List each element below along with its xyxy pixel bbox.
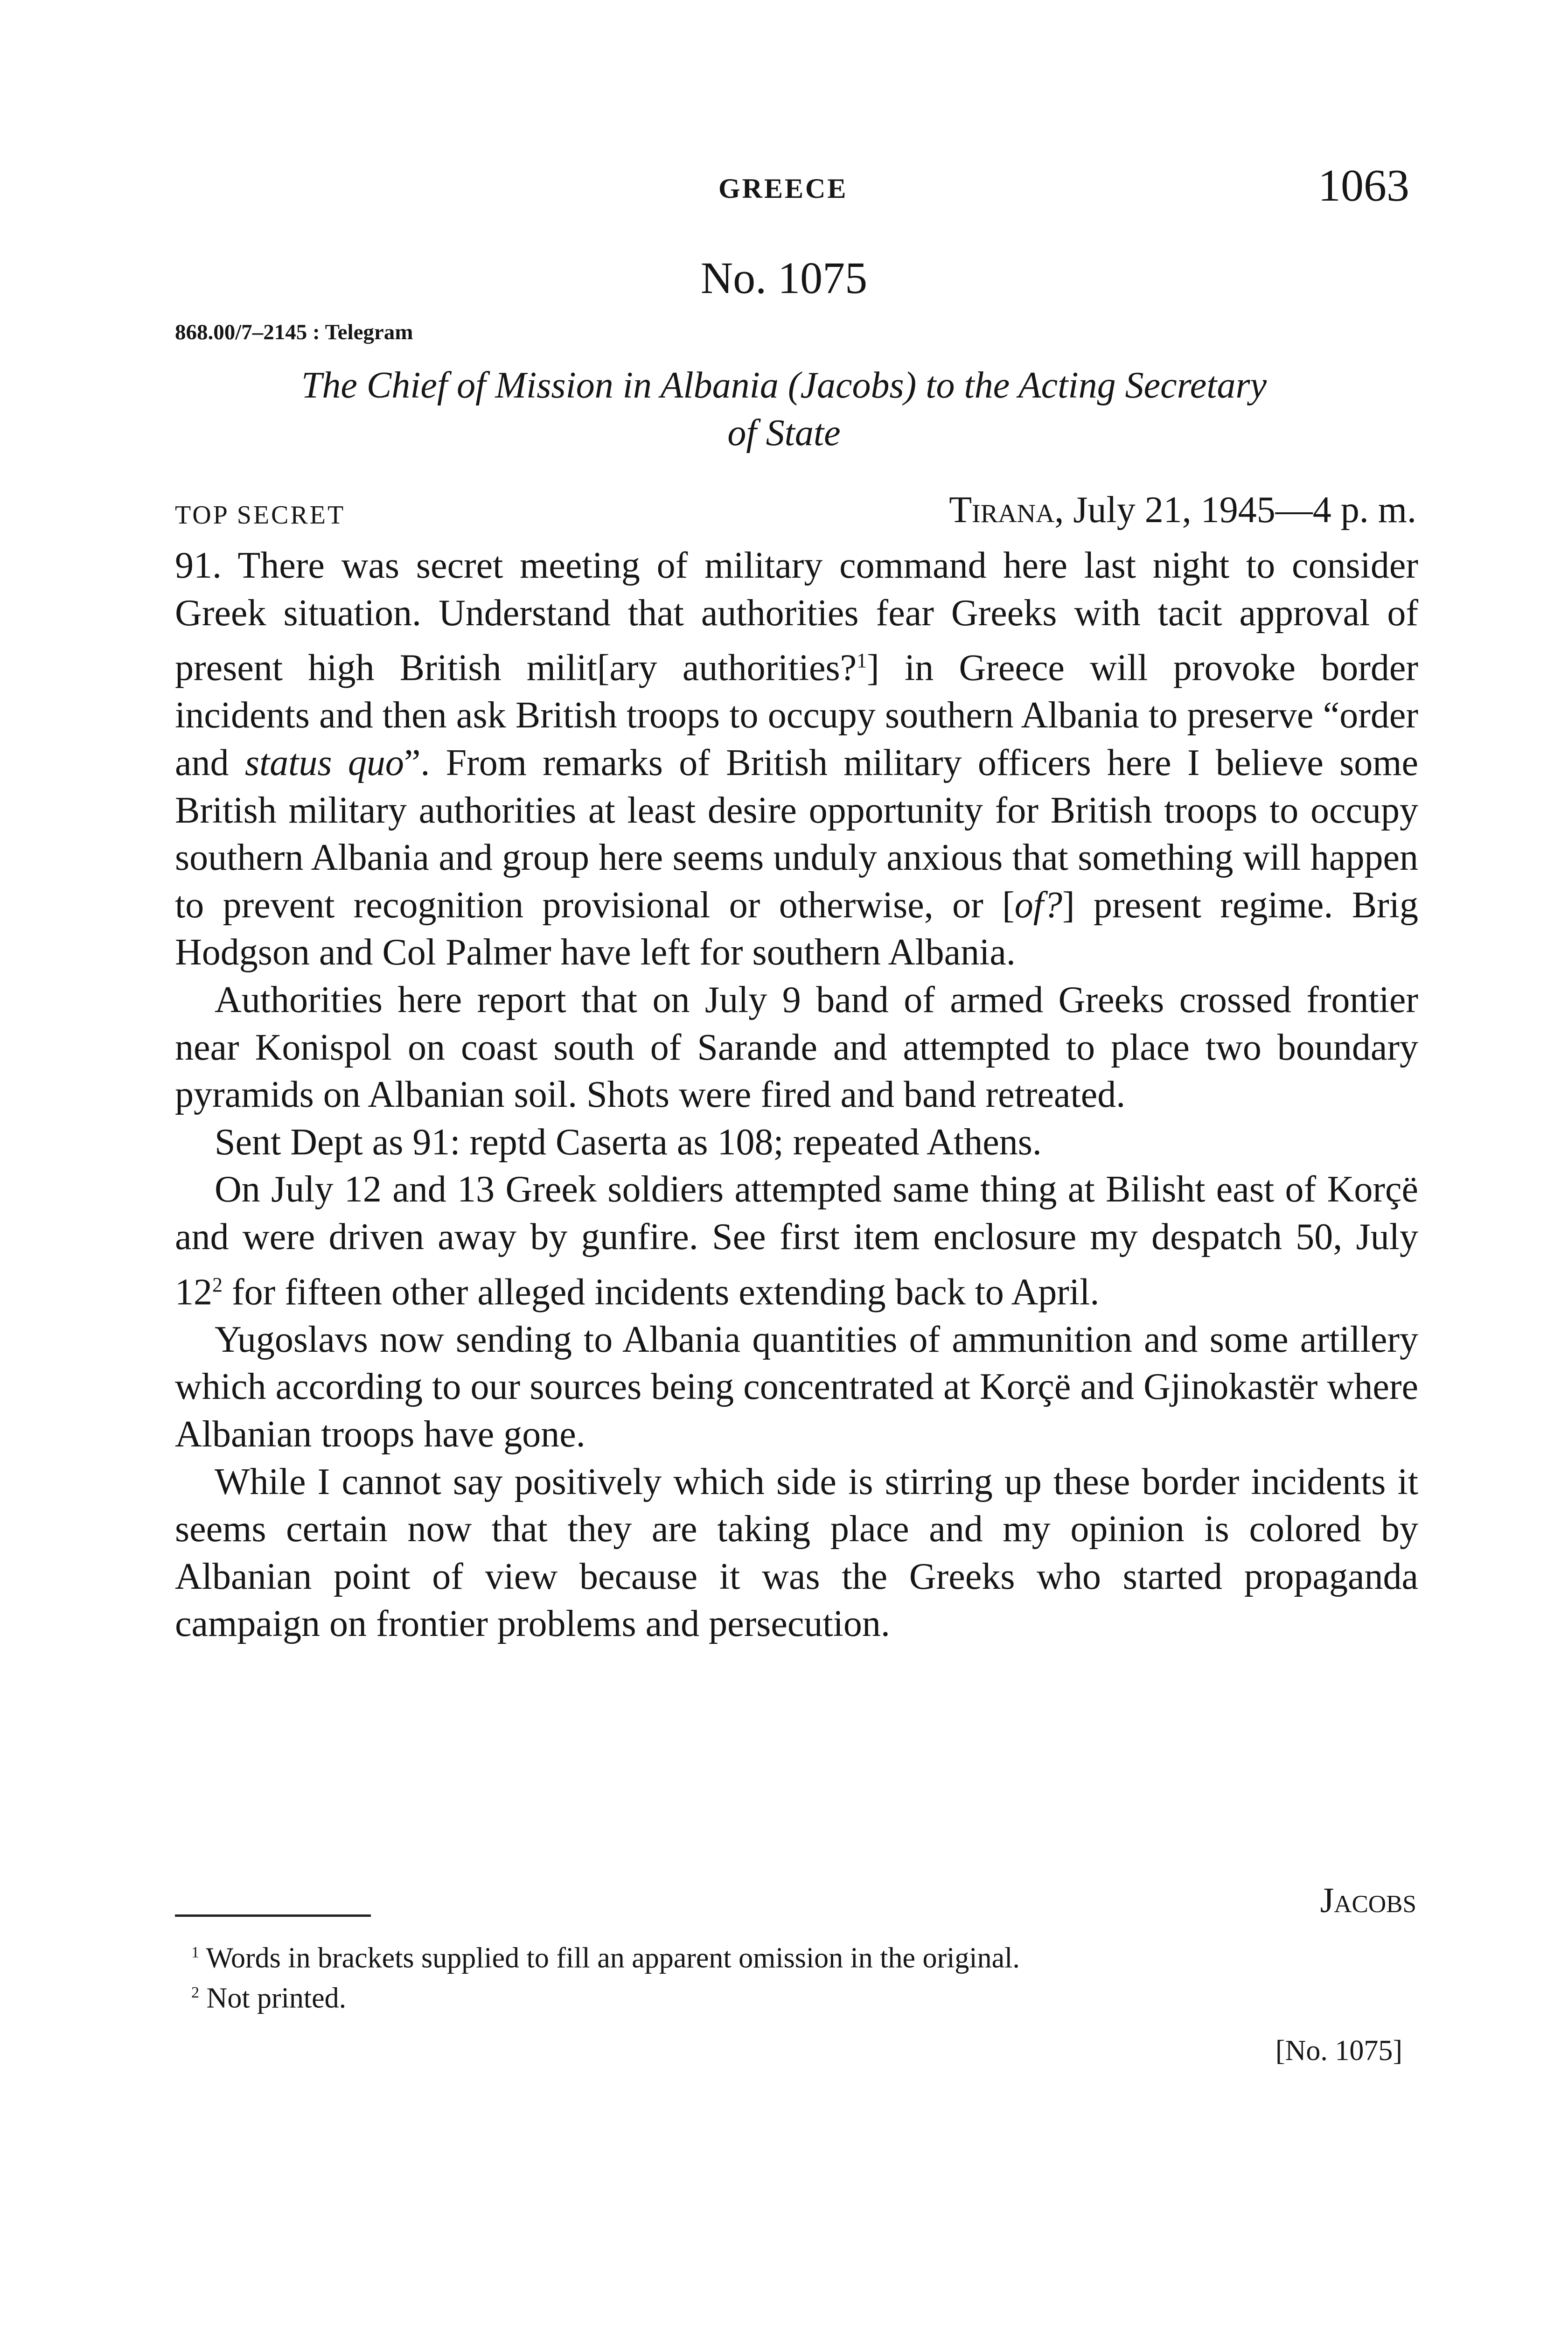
footnote-2-text: Not printed.	[206, 1982, 347, 2014]
paragraph-4	[175, 1166, 1418, 1316]
dateline-date: July 21, 1945—4 p. m.	[1064, 489, 1416, 531]
paragraph-2: Authorities here report that on July 9 band of armed Greeks crossed frontier near Konispol on coast south of Sarande and attempted to place two boundary pyramids on Albanian soil. Shots were fired and band retreated.	[175, 979, 1418, 1116]
footnote-1-text: Words in brackets supplied to fill an apparent omission in the original.	[206, 1942, 1020, 1974]
classification-label: TOP SECRET	[175, 501, 346, 530]
running-head: GREECE	[718, 173, 848, 204]
footnote-2-marker: 2	[191, 1984, 200, 2001]
paragraph-6: While I cannot say positively which side is stirring up these border incidents it seems certain now that they are taking place and my opinion is colored by Albanian point of view because it was the Greeks who started propaganda campaign on frontier problems and persecution.	[175, 1461, 1418, 1645]
signature: Jacobs	[1320, 1881, 1416, 1920]
paragraph-1-italic: status quo	[244, 742, 404, 784]
page-footer: [No. 1075]	[1275, 2035, 1402, 2067]
footnote-2	[175, 1976, 1020, 2016]
paragraph-4-part-b: for fifteen other alleged incidents extending back to April.	[223, 1271, 1100, 1313]
dateline	[949, 489, 1416, 531]
paragraph-4-part-a: On July 12 and 13 Greek soldiers attempted same thing at Bilisht east of Korçë and were driven away by gunfire. See first item enclosure my despatch 50, July 12	[175, 1169, 1418, 1313]
page-number: 1063	[1318, 161, 1409, 211]
paragraph-1-part-c: ”. From remarks of British military officers here I believe some British military authorities at least desire opportunity for British troops to occupy southern Albania and group here seems unduly anxious that something will happen to prevent recognition provisional or otherwise, or [	[175, 742, 1419, 926]
paragraph-5: Yugoslavs now sending to Albania quantities of ammunition and some artillery which according to our sources being concentrated at Korçë and Gjinokastër where Albanian troops have gone.	[175, 1319, 1418, 1455]
footnote-ref-2: 2	[212, 1273, 223, 1296]
document-number: No. 1075	[700, 253, 868, 303]
paragraph-1-part-b: ] in Greece will provoke border incidents and then ask British troops to occupy southern Albania to preserve “order and	[175, 647, 1418, 784]
paragraph-1	[175, 542, 1418, 977]
footnotes	[175, 1935, 1020, 2015]
paragraph-1-part-a: 91. There was secret meeting of military command here last night to consider Greek situation. Understand that authorities fear Greeks with tacit approval of present high British milit[ary authorities?	[175, 545, 1418, 689]
document-title-line-2: of State	[727, 412, 841, 454]
footnote-1-marker: 1	[191, 1944, 200, 1961]
paragraph-1-italic-2: of?	[1014, 884, 1062, 926]
paragraph-1-part-d: ] present regime. Brig Hodgson and Col Palmer have left for southern Albania.	[175, 884, 1419, 973]
footnote-ref-1: 1	[857, 649, 867, 672]
document-title-line-1: The Chief of Mission in Albania (Jacobs) to the Acting Secretary	[301, 365, 1267, 406]
file-reference: 868.00/7–2145 : Telegram	[175, 320, 413, 344]
footnote-1	[175, 1935, 1020, 1976]
dateline-place: Tirana,	[949, 489, 1064, 531]
telegram-body	[175, 542, 1418, 1648]
document-title	[0, 362, 1568, 457]
paragraph-3: Sent Dept as 91: reptd Caserta as 108; repeated Athens.	[215, 1121, 1042, 1163]
footnote-divider	[175, 1914, 371, 1917]
